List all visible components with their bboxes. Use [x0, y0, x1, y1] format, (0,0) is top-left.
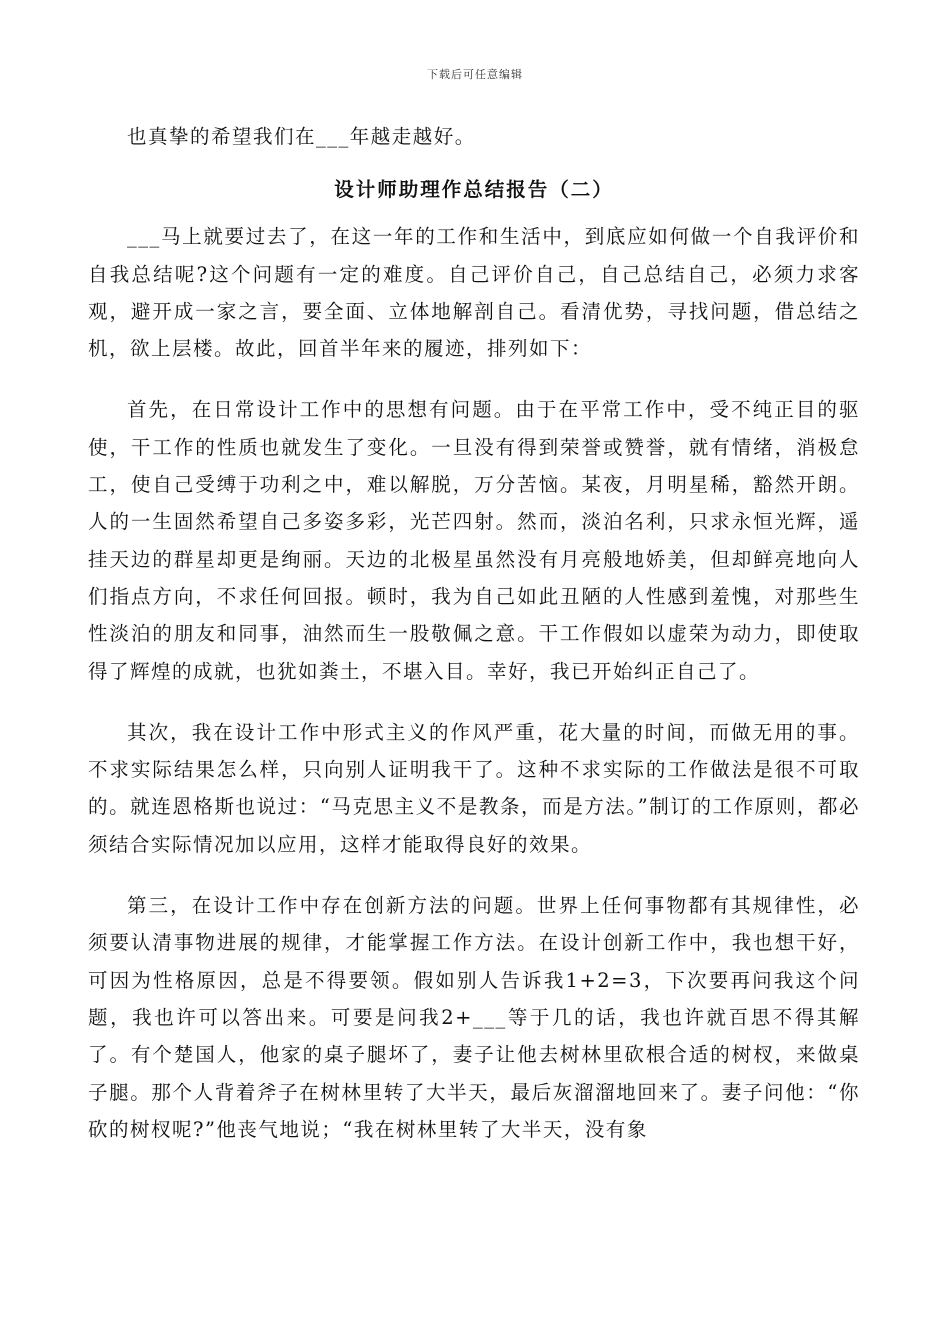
paragraph-gap — [88, 367, 860, 391]
paragraph-4: 第三，在设计工作中存在创新方法的问题。世界上任何事物都有其规律性，必须要认清事物进展的规律，才能掌握工作方法。在设计创新工作中，我也想干好，可因为性格原因，总是不得要领。假如别人告诉我1+2=3，下次要再问我这个问题，我也许可以答出来。可要是问我2+___等于几的话，我也许就百思不得其解了。有个楚国人，他家的桌子腿坏了，妻子让他去树林里砍根合适的树杈，来做桌子腿。那个人背着斧子在树林里转了大半天，最后灰溜溜地回来了。妻子问他：“你砍的树杈呢?”他丧气地说；“我在树林里转了大半天，没有象 — [88, 894, 860, 1141]
section-title: 设计师助理作总结报告（二） — [334, 178, 614, 202]
paragraph-gap — [88, 690, 860, 714]
document-body — [88, 118, 860, 1148]
paragraph-gap — [88, 863, 860, 887]
paragraph-3: 其次，我在设计工作中形式主义的作风严重，花大量的时间，而做无用的事。不求实际结果怎么样，只向别人证明我干了。这种不求实际的工作做法是很不可取的。就连恩格斯也说过：“马克思主义不是教条，而是方法。”制订的工作原则，都必须结合实际情况加以应用，这样才能取得良好的效果。 — [88, 720, 860, 856]
paragraph-1: ___马上就要过去了，在这一年的工作和生活中，到底应如何做一个自我评价和自我总结呢?这个问题有一定的难度。自己评价自己，自己总结自己，必须力求客观，避开成一家之言，要全面、立体地解剖自己。看清优势，寻找问题，借总结之机，欲上层楼。故此，回首半年来的履迹，排列如下： — [88, 225, 860, 361]
header-note: 下载后可任意编辑 — [427, 68, 523, 81]
paragraph-2: 首先，在日常设计工作中的思想有问题。由于在平常工作中，受不纯正目的驱使，干工作的性质也就发生了变化。一旦没有得到荣誉或赞誉，就有情绪，消极怠工，使自己受缚于功利之中，难以解脱，万分苦恼。某夜，月明星稀，豁然开朗。人的一生固然希望自己多姿多彩，光芒四射。然而，淡泊名利，只求永恒光辉，遥挂天边的群星却更是绚丽。天边的北极星虽然没有月亮般地娇美，但却鲜亮地向人们指点方向，不求任何回报。顿时，我为自己如此丑陋的人性感到羞愧，对那些生性淡泊的朋友和同事，油然而生一股敬佩之意。干工作假如以虚荣为动力，即使取得了辉煌的成就，也犹如粪土，不堪入目。幸好，我已开始纠正自己了。 — [88, 398, 860, 683]
intro-line: 也真挚的希望我们在___年越走越好。 — [127, 125, 476, 148]
